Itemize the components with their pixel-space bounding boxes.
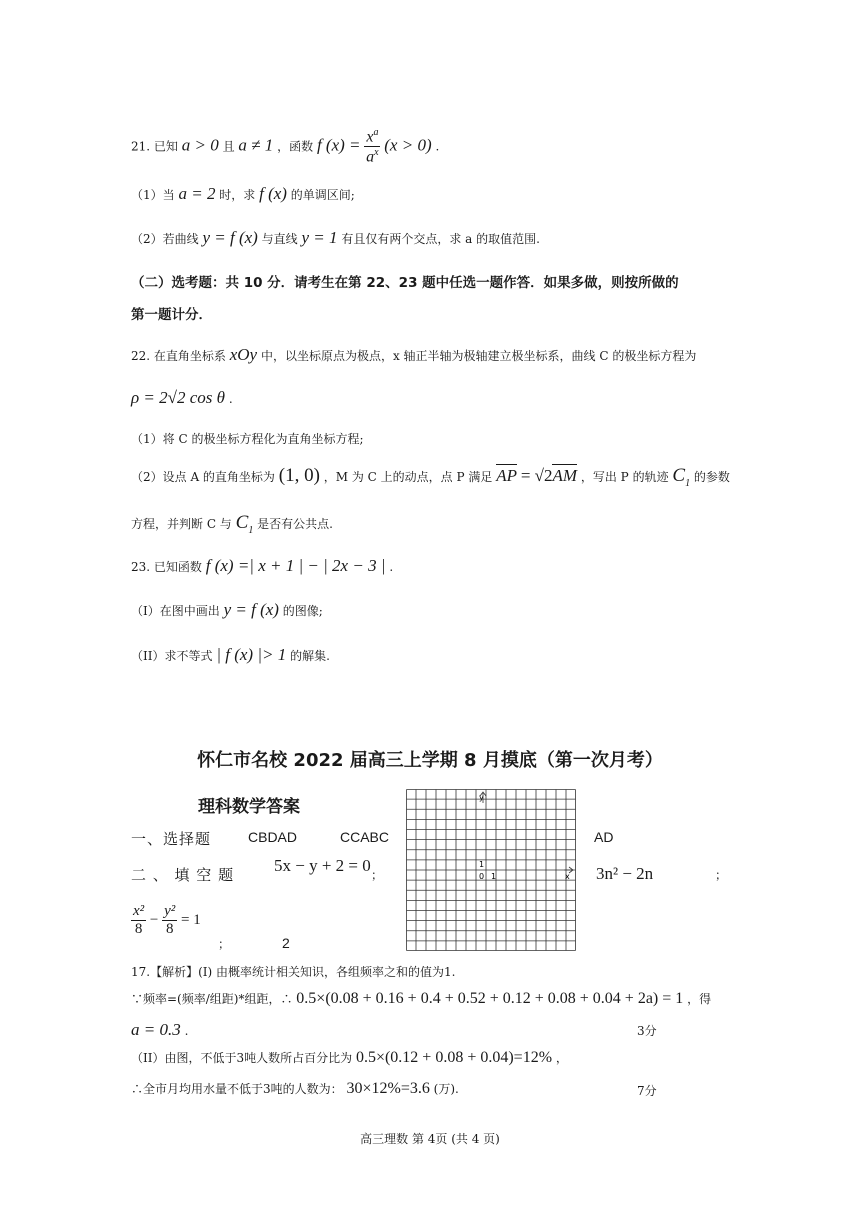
hyp-den: 8 bbox=[134, 921, 143, 937]
q21-part2 bbox=[131, 228, 540, 248]
choice-group-1: CBDAD bbox=[248, 829, 298, 845]
vector-ap: AP bbox=[496, 466, 517, 485]
c1: C bbox=[235, 512, 249, 533]
score-7: 7分 bbox=[637, 1084, 657, 1098]
math: y = f (x) bbox=[202, 228, 258, 247]
fill-sep-3: ； bbox=[218, 937, 231, 951]
text: 22. 在直角坐标系 bbox=[131, 349, 226, 363]
frac-den-sup: x bbox=[374, 147, 379, 159]
grid-x1-label: 1 bbox=[491, 872, 497, 881]
q21-func: f (x) = bbox=[316, 135, 361, 155]
text: 的参数 bbox=[693, 470, 730, 484]
fill-sep-2: ； bbox=[715, 868, 728, 882]
q21-domain: (x > 0) bbox=[384, 135, 432, 155]
text: . bbox=[389, 560, 394, 574]
q21-fraction bbox=[364, 128, 380, 166]
text: 有且仅有两个交点，求 a 的取值范围. bbox=[341, 232, 540, 246]
q21-part1 bbox=[131, 184, 355, 204]
q23-part1 bbox=[131, 600, 323, 620]
math: f (x) bbox=[259, 184, 287, 203]
answer-title: 怀仁市名校 2022 届高三上学期 8 月摸底（第一次月考） bbox=[197, 750, 663, 771]
grid-y-label: y bbox=[479, 793, 484, 802]
math: 0.5×(0.08 + 0.16 + 0.4 + 0.52 + 0.12 + 0.08 + 0.04 + 2a) = 1 bbox=[296, 990, 684, 1007]
text: 的解集. bbox=[290, 649, 330, 663]
text: ∵频率=(频率/组距)*组距，∴ bbox=[131, 992, 293, 1006]
math: (1, 0) bbox=[278, 465, 320, 486]
math: f (x) =| x + 1 | − | 2x − 3 | bbox=[205, 556, 386, 575]
fill-sep-1: ； bbox=[371, 868, 384, 882]
math: xOy bbox=[229, 345, 258, 364]
math: y = 1 bbox=[301, 228, 338, 247]
text: （2）设点 A 的直角坐标为 bbox=[131, 470, 275, 484]
hyp-eq: = 1 bbox=[181, 911, 201, 928]
text: (万). bbox=[433, 1082, 459, 1096]
q22-part2 bbox=[131, 465, 730, 489]
grid-x-label: x bbox=[565, 872, 570, 881]
choice-label: 一、选择题 bbox=[131, 830, 212, 848]
hyp-den: 8 bbox=[165, 921, 174, 937]
sol17-line2 bbox=[131, 990, 711, 1008]
math: = √2 bbox=[520, 466, 553, 485]
hyp-x: x² bbox=[133, 903, 145, 919]
text: 的单调区间; bbox=[290, 188, 355, 202]
c1: C bbox=[672, 465, 686, 486]
math: ρ = 2√2 cos θ bbox=[131, 388, 225, 407]
text: ，M 为 C 上的动点，点 P 满足 bbox=[323, 470, 493, 484]
fill-answer-4: 2 bbox=[282, 935, 290, 951]
q23-stem bbox=[131, 556, 393, 576]
math-c1 bbox=[672, 465, 691, 489]
math: y = f (x) bbox=[223, 600, 279, 619]
math: | f (x) |> 1 bbox=[216, 645, 287, 664]
text: 时，求 bbox=[219, 188, 256, 202]
q22-part3 bbox=[131, 512, 333, 536]
frac-num-sup: a bbox=[373, 127, 379, 138]
sol17-line5 bbox=[131, 1080, 459, 1098]
grid-origin-label: 0 bbox=[479, 872, 485, 881]
text: （2）若曲线 bbox=[131, 232, 199, 246]
text: ∴全市月均用水量不低于3吨的人数为： bbox=[131, 1082, 343, 1096]
text: （I）在图中画出 bbox=[131, 604, 220, 618]
text: ，写出 P 的轨迹 bbox=[580, 470, 669, 484]
text: 是否有公共点. bbox=[257, 517, 333, 531]
q21-text: ，函数 bbox=[277, 139, 314, 154]
fill-answer-1: 5x − y + 2 = 0 bbox=[274, 856, 371, 875]
text: 23. 已知函数 bbox=[131, 560, 202, 574]
math: a = 2 bbox=[178, 184, 216, 203]
math: 0.5×(0.12 + 0.08 + 0.04)=12% bbox=[355, 1049, 553, 1066]
c1-sub: 1 bbox=[685, 477, 691, 489]
text: 与直线 bbox=[261, 232, 298, 246]
text: ，得 bbox=[687, 992, 712, 1006]
sol17-line3 bbox=[131, 1020, 188, 1040]
fill-label: 二 、 填 空 题 bbox=[131, 866, 235, 884]
q21-text: 且 bbox=[222, 139, 235, 154]
grid-y1-label: 1 bbox=[479, 860, 485, 869]
q22-equation bbox=[131, 388, 233, 408]
choice-group-3: AD bbox=[594, 829, 614, 845]
q21-end: . bbox=[435, 139, 440, 154]
q23-part2 bbox=[131, 645, 330, 665]
text: 方程，并判断 C 与 bbox=[131, 517, 232, 531]
answer-subtitle: 理科数学答案 bbox=[198, 797, 300, 817]
q21-text: 已知 bbox=[153, 139, 178, 154]
q21-number: 21. bbox=[131, 139, 151, 154]
frac-num: x bbox=[366, 128, 374, 146]
text: . bbox=[228, 392, 233, 406]
vector-am: AM bbox=[552, 466, 578, 485]
math: 30×12%=3.6 bbox=[346, 1080, 430, 1097]
math: a = 0.3 bbox=[131, 1020, 181, 1039]
fill-answer-hyperbola: $\frac{\text{x²}}{8}$ − $\frac{\text{y²}}{8}$ = 1 bbox=[133, 903, 201, 937]
text: ， bbox=[555, 1051, 568, 1065]
section2-line1: （二）选考题：共 10 分．请考生在第 22、23 题中任选一题作答．如果多做，则按所做的 bbox=[131, 275, 679, 291]
math-c1 bbox=[235, 512, 254, 536]
page-footer: 高三理数 第 4页 (共 4 页) bbox=[360, 1132, 500, 1146]
frac-den: a bbox=[366, 148, 375, 166]
q22-stem bbox=[131, 345, 696, 365]
choice-group-2: CCABC bbox=[340, 829, 390, 845]
fill-answer-3: 3n² − 2n bbox=[596, 864, 654, 883]
q21-cond1: a > 0 bbox=[181, 135, 219, 155]
q21-cond2: a ≠ 1 bbox=[238, 135, 274, 155]
score-3: 3分 bbox=[637, 1024, 657, 1038]
text: （1）当 bbox=[131, 188, 175, 202]
text: （II）由图，不低于3吨人数所占百分比为 bbox=[131, 1051, 353, 1065]
section2-line2: 第一题计分． bbox=[131, 307, 212, 323]
sol17-line1: 17.【解析】(I) 由概率统计相关知识，各组频率之和的值为1. bbox=[131, 965, 456, 979]
hyp-y: y² bbox=[164, 903, 176, 919]
sol17-line4 bbox=[131, 1049, 568, 1067]
coordinate-grid bbox=[406, 789, 576, 951]
c1-sub: 1 bbox=[248, 524, 254, 536]
q22-part1: （1）将 C 的极坐标方程化为直角坐标方程; bbox=[131, 432, 364, 446]
text: （II）求不等式 bbox=[131, 649, 213, 663]
text: 的图像; bbox=[282, 604, 323, 618]
q21-stem bbox=[131, 128, 439, 166]
text: . bbox=[184, 1024, 189, 1038]
text: 中，以坐标原点为极点，x 轴正半轴为极轴建立极坐标系，曲线 C 的极坐标方程为 bbox=[260, 349, 697, 363]
